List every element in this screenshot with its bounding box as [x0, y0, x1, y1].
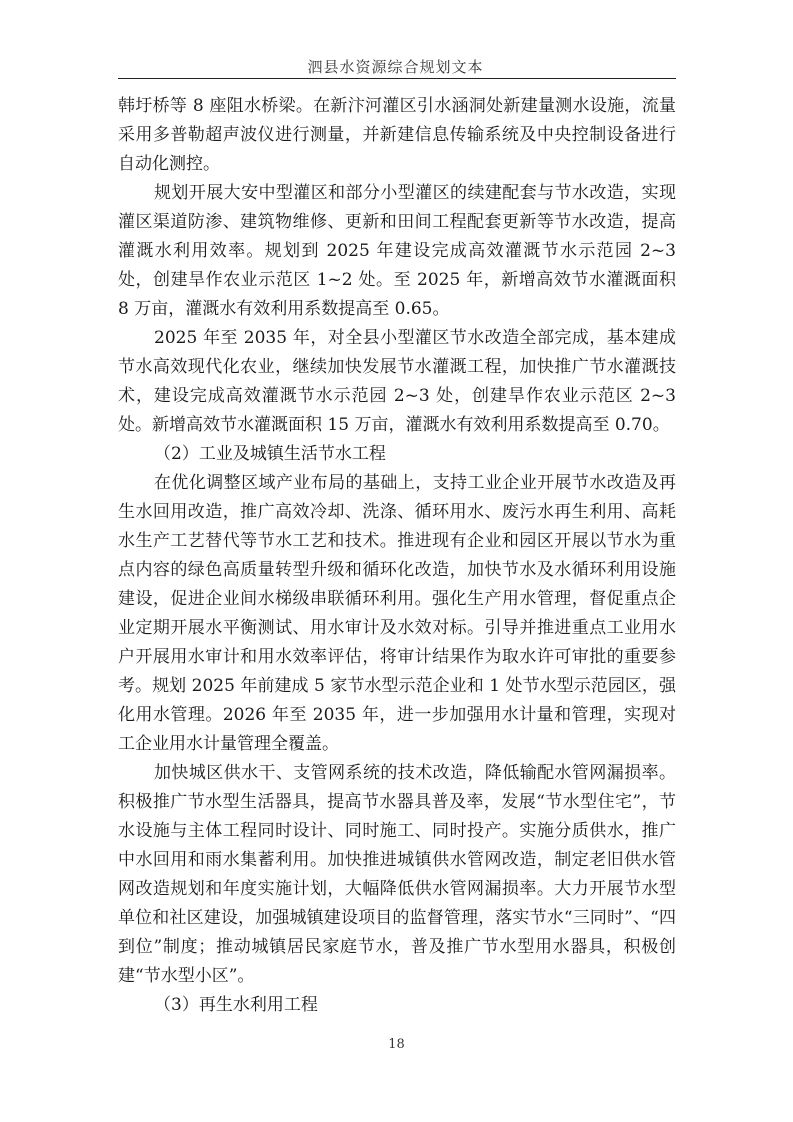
section-heading-reclaimed-water: （3）再生水利用工程 — [154, 995, 318, 1015]
page-content — [118, 92, 676, 1020]
page-number: 18 — [388, 1037, 405, 1052]
paragraph-irrigation-2035: 2025 年至 2035 年，对全县小型灌区节水改造全部完成，基本建成节水高效现代化农业，继续加快发展节水灌溉工程，加快推广节水灌溉技术，建设完成高效灌溉节水示范园 2~3 处，创建旱作农业示范区 2~3 处。新增高效节水灌溉面积 15 万亩，灌溉水有效利用系数提高至 0.70。 — [118, 328, 676, 435]
header-divider — [118, 78, 676, 79]
page-header-title: 泗县水资源综合规划文本 — [307, 58, 484, 76]
paragraph-continuation: 韩圩桥等 8 座阻水桥梁。在新汴河灌区引水涵洞处新建量测水设施，流量采用多普勒超声波仪进行测量，并新建信息传输系统及中央控制设备进行自动化测控。 — [118, 96, 676, 174]
paragraph-industrial-water-saving: 在优化调整区域产业布局的基础上，支持工业企业开展节水改造及再生水回用改造，推广高效冷却、洗涤、循环用水、废污水再生利用、高耗水生产工艺替代等节水工艺和技术。推进现有企业和园区开展以节水为重点内容的绿色高质量转型升级和循环化改造，加快节水及水循环利用设施建设，促进企业间水梯级串联循环利用。强化生产用水管理，督促重点企业定期开展水平衡测试、用水审计及水效对标。引导并推进重点工业用水户开展用水审计和用水效率评估，将审计结果作为取水许可审批的重要参考。规划 2025 年前建成 5 家节水型示范企业和 1 处节水型示范园区，强化用水管理。2026 年至 2035 年，进一步加强用水计量和管理，实现对工企业用水计量管理全覆盖。 — [118, 473, 676, 754]
paragraph-urban-water-saving: 加快城区供水干、支管网系统的技术改造，降低输配水管网漏损率。积极推广节水型生活器具，提高节水器具普及率，发展“节水型住宅”，节水设施与主体工程同时设计、同时施工、同时投产。实施分质供水，推广中水回用和雨水集蓄利用。加快推进城镇供水管网改造，制定老旧供水管网改造规划和年度实施计划，大幅降低供水管网漏损率。大力开展节水型单位和社区建设，加强城镇建设项目的监督管理，落实节水“三同时”、“四到位”制度；推动城镇居民家庭节水，普及推广节水型用水器具，积极创建“节水型小区”。 — [118, 763, 676, 986]
section-heading-industrial-urban: （2）工业及城镇生活节水工程 — [154, 444, 386, 464]
paragraph-irrigation-plan: 规划开展大安中型灌区和部分小型灌区的续建配套与节水改造，实现灌区渠道防渗、建筑物维修、更新和田间工程配套更新等节水改造，提高灌溉水利用效率。规划到 2025 年建设完成高效灌溉节水示范园 2~3 处，创建旱作农业示范区 1~2 处。至 2025 年，新增高效节水灌溉面积 8 万亩，灌溉水有效利用系数提高至 0.65。 — [118, 183, 676, 319]
